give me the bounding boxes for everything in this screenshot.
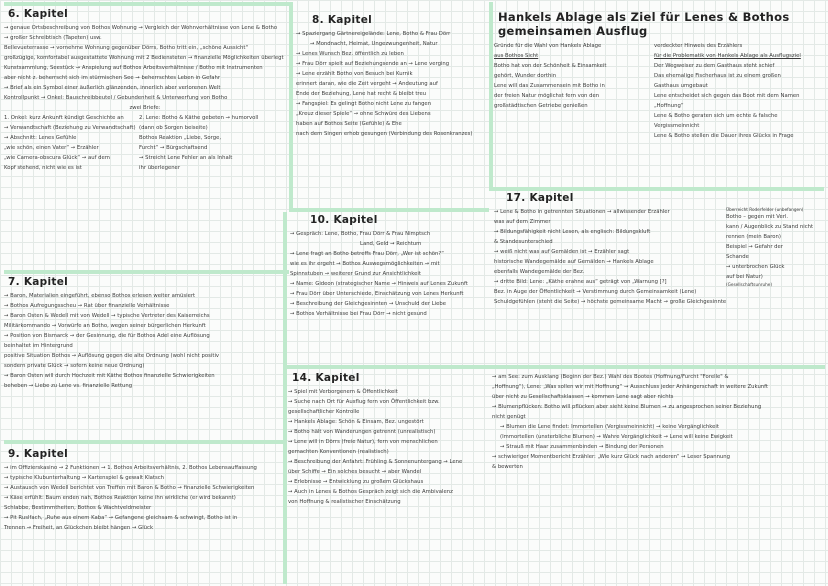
kapitel-17-line: Schuldgefühlen (steht die Seite) → höchste gemeinsame Macht → große Gleichgesinnte [494,299,727,305]
kapitel-14-line: gesellschaftlicher Kontrolle [288,409,360,415]
brief-onkel-line: 1. Onkel: kurz Ankunft kündigt Geschichte an [4,115,124,121]
hankels-left-sub: aus Bothos Sicht [494,53,539,59]
kapitel-17-side-line: kann / Augenblick zu Stand nicht [726,224,814,230]
kapitel-17-title: 17. Kapitel [506,192,574,204]
kapitel-14-section [288,372,488,584]
kapitel-14-line: → Suche nach Ort für Ausflug fern von Öffentlichkeit bzw. [288,399,440,405]
divider-left-mid [4,270,289,274]
hankels-right-line: Das ehemalige Fischerhaus ist zu einem großen [654,73,781,79]
kapitel-17-section [494,192,824,364]
kapitel-17-line: Bez. in Auge der Öffentlichkeit → Verstimmung durch Gemeinsamkeit (Lene) [494,289,697,295]
kapitel-6-line: großzügige, komfortabel ausgestattete Wohnung mit 2 Bediensteten → finanzielle Möglichkeiten überlegt [4,55,284,61]
hankels-left-line: Botho hat von der Schönheit & Einsamkeit [494,63,607,69]
kapitel-14-line: → Erlebnisse → Entwicklung zu großem Glückshaus [288,479,424,485]
hankels-title: Hankels Ablage als Ziel für Lenes & Bothos gemeinsamen Ausflug [498,10,790,38]
kapitel-17-line: & Standesunterschied [494,239,553,245]
kapitel-14-right-line: → am See: zum Ausklang (Beginn der Bez.) Wahl des Bootes (Hoffnung/Furcht "Forelle" & [492,374,729,380]
brief-onkel-line: Kopf stehend, nicht wie es ist [4,165,82,171]
kapitel-9-line: Schlabbe, Bestimmtheiten, Bothos & Wachtveldmeister [4,505,152,511]
kapitel-8-line: → Fangspiel: Es gelingt Botho nicht Lene zu fangen [296,101,432,107]
kapitel-14-right-line: nicht genügt [492,414,526,420]
kapitel-10-line: → Lene fragt an Botho betreffs Frau Dörr, „Wer ist schön?“ [290,251,444,257]
kapitel-17-side-line: Botho – gegen mit Verl. [726,214,789,220]
kapitel-14-line: über Schiffe → Ein solches besucht → aber Wandel [288,469,422,475]
kapitel-6-line: → Brief als ein Symbol einer äußerlich glänzenden, innerlich aber verlorenen Welt [4,85,221,91]
hankels-right-line: Lene & Botho geraten sich um echte & falsche [654,113,778,119]
kapitel-6-line: Kunstsammlung, Seestück → Anspielung auf Bothos Arbeitsverhältnisse / Botho mit Instrumenten [4,65,263,71]
kapitel-17-line: → Bildungsfähigkeit nicht Lesen, als englisch: Bildungskluft [494,229,651,235]
divider-center-mid [289,208,489,212]
kapitel-17-line: historische Wandegemälde auf Gemälden → Hankels Ablage [494,259,654,265]
hankels-right-line: Der Wegweiser zu dem Gasthaus steht schief [654,63,775,69]
kapitel-7-line: beinhaltet im Hintergrund [4,343,73,349]
kapitel-9-section [4,448,282,584]
brief-lene-line: Furcht“ → Bürgschaftsend [139,145,208,151]
kapitel-8-line: haben auf Bothos Seite (Gefühle) & Ehe [296,121,402,127]
kapitel-9-line: → im Offizierskasino → 2 Funktionen → 1. Bothos Arbeitsverhältnis, 2. Bothos Lebensauffassung [4,465,257,471]
kapitel-7-line: → Baron, Materialien eingeführt, ebenso Bothos erlesen weiter amüsiert [4,293,196,299]
kapitel-8-title: 8. Kapitel [312,14,373,26]
kapitel-17-line: was auf dem Zimmer [494,219,551,225]
hankels-right-head: verdeckter Hinweis des Erzählers [654,43,743,49]
kapitel-17-line: → weiß nicht was auf Gemälden ist → Erzähler sagt [494,249,630,255]
kapitel-7-line: → Baron Osten & Wedell mit von Wedell → typische Vertreter des Kaiserreichs [4,313,210,319]
kapitel-9-line: → Austausch von Wedell berichtet von Treffen mit Baron & Botho → finanzielle Schwierigkeiten [4,485,255,491]
kapitel-9-line: → Käse erfühlt: Baum enden nah, Bothos Reaktion keine ihn wirkliche (er wird bekannt) [4,495,236,501]
kapitel-10-section [290,214,486,364]
kapitel-10-line: → Frau Dörr über Unterschiede, Einschätzung von Lenes Herkunft [290,291,464,297]
hankels-left-line: großstädtischen Getriebe genießen [494,103,588,109]
kapitel-7-line: positive Situation Bothos → Auflösung gegen die alte Ordnung (wohl nicht positiv [4,353,220,359]
hankels-right-line: Lene & Botho stellen die Dauer ihres Glücks in Frage [654,133,794,139]
kapitel-14-line: gemachten Konventionen (realistisch) [288,449,389,455]
hankels-left-head: Gründe für die Wahl von Hankels Ablage [494,43,602,49]
kapitel-14-line: → Spiel mit Verborgenem & Öffentlichkeit [288,389,398,395]
kapitel-17-side-line: (Gesellschaftsunruhe) [726,282,773,287]
brief-onkel-line: → Verwandtschaft (Beziehung zu Verwandtschaft) [4,125,136,131]
hankels-right-line: Gasthaus umgebaut [654,83,708,89]
hankels-left-line: der freien Natur möglichst fern von den [494,93,600,99]
kapitel-8-line: → Lene erzählt Botho von Besuch bei Kurnik [296,71,413,77]
kapitel-7-section [4,276,282,438]
kapitel-14-right-line: über nicht zu Gesellschaftsklassen → kommen Lene sagt aber nichts [492,394,674,400]
kapitel-8-section [296,14,486,206]
kapitel-14-line: → Auch in Lenes & Bothos Gespräch zeigt sich die Ambivalenz [288,489,453,495]
kapitel-10-line: → Bothos Verhältnisse bei Frau Dörr → nicht gesund [290,311,427,317]
kapitel-7-title: 7. Kapitel [8,276,69,288]
hankels-right-line: „Hoffnung“ [654,103,684,109]
kapitel-14-right-line: (Immortellen (unsterbliche Blumen) → Wahre Vergänglichkeit → Lene will keine Ewigkeit [500,434,733,440]
divider-top-left [4,2,292,6]
brief-onkel-line: → Abschnitt: Lenes Gefühle [4,135,77,141]
kapitel-8-line: → Frau Dörr spielt auf Beziehungsende an → Lene verging [296,61,450,67]
kapitel-8-line: → Spaziergang Gärtnereigelände: Lene, Botho & Frau Dörr [296,31,451,37]
kapitel-14-right-section [492,372,824,584]
hankels-ablage-section [494,10,824,186]
hankels-left-line: Lene will das Zusammensein mit Botho in [494,83,605,89]
kapitel-6-title: 6. Kapitel [8,8,69,20]
kapitel-9-title: 9. Kapitel [8,448,69,460]
kapitel-17-side-line: rennen (mein Baron) [726,234,781,240]
kapitel-14-line: → Lene will in Dörrs (freie Natur), fern von menschlichen [288,439,438,445]
divider-vertical-center [289,2,293,212]
kapitel-14-line: von Hoffnung & realistischer Einschätzung [288,499,401,505]
divider-top-right [489,2,493,187]
kapitel-8-line: → Mondnacht, Heimat, Ungezwungenheit, Natur [310,41,438,47]
kapitel-14-right-line: → Blumen die Lene findet: Immortellen (Vergissmeinnicht) → keine Vergänglichkeit [500,424,719,430]
brief-lene-line: → Streicht Lene Fehler an als Inhalt [139,155,233,161]
hankels-right-line: Vergissmeinnicht [654,123,700,129]
kapitel-9-line: Trennen → Freiheit, an Glückchen bleibt hängen → Glück [4,525,154,531]
kapitel-8-line: nach dem Singen erhob gesungen (Verbindung des Rosenkranzes) [296,131,473,137]
kapitel-14-line: → Beschreibung der Anfahrt: Frühling & Sonnenuntergang → Lene [288,459,463,465]
kapitel-17-side-line: Überreicht Roderfelder (unbefangen) [726,207,804,212]
kapitel-17-side-line: Beispiel → Gefahr der [726,244,783,250]
kapitel-10-title: 10. Kapitel [310,214,378,226]
brief-onkel-line: „wie Camera-obscura Glück“ → auf dem [4,155,110,161]
kapitel-7-line: → Bothos Aufregungsscheu → Rat über finanzielle Verhältnisse [4,303,170,309]
kapitel-14-line: → Botho hält von Wanderungen getrennt (unrealistisch) [288,429,436,435]
kapitel-7-line: sondern private Glück → sofern keine neue Ordnung) [4,363,145,369]
kapitel-14-right-line: & bewerten [492,464,523,470]
kapitel-6-line: aber nicht z. beherrscht sich im stürmischen See → beherrschtes Leben in Gefahr [4,75,221,81]
kapitel-6-line: → großer Schreibtisch (Tapeten) usw. [4,35,102,41]
hankels-right-line: Lene entscheidet sich gegen das Boot mit dem Namen [654,93,800,99]
kapitel-10-line: Land, Geld → Reichtum [360,241,422,247]
divider-right-lower [489,187,824,191]
brief-lene-line: Bothos Reaktion „Liebe, Sorge, [139,135,222,141]
kapitel-14-title: 14. Kapitel [292,372,360,384]
kapitel-6-briefe: zwei Briefe: [129,105,161,111]
kapitel-14-line: → Hankels Ablage: Schön & Einsam, Bez. ungestört [288,419,424,425]
kapitel-6-section [4,8,286,268]
brief-lene-line: (dann ob Sorgen beiseite) [139,125,208,131]
kapitel-7-line: Militärkommando → Vorwürfe an Botho, wegen seiner bürgerlichen Herkunft [4,323,206,329]
brief-lene-line: 2. Lene: Botho & Käthe gebeten → humorvoll [139,115,259,121]
kapitel-9-line: → typische Klubunterhaltung → Kartenspiel & gewalt Klatsch [4,475,165,481]
kapitel-14-right-line: → Blumenpflücken: Botho will pflücken aber sieht keine Blumen → zu angesprochen seiner Beziehung [492,404,762,410]
kapitel-14-right-line: → Strauß mit Haar zusammenbinden → Bindung der Personen [500,444,664,450]
kapitel-17-side-line: → unterbrochen Glück [726,264,785,270]
kapitel-17-side-line: auf bei Natur) [726,274,763,280]
kapitel-8-line: erinnert daran, wie die Zeit vergeht → Andeutung auf [296,81,438,87]
kapitel-9-line: → Pit Ruslfach, „Ruhe aus einem Kaba“ → Gefangene gleichsam & schwingt, Botho ist in [4,515,238,521]
kapitel-14-right-line: → schwieriger Momentbericht Erzähler: „Wie kurz Glück nach anderen“ → Leser Spannung [492,454,731,460]
divider-center-lower [285,365,825,369]
brief-lene-line: ihr überlegener [139,165,180,171]
kapitel-17-line: ebenfalls Wandegemälde der Bez. [494,269,585,275]
kapitel-10-line: → Gespräch: Lene, Botho, Frau Dörr & Frau Nimptsch [290,231,431,237]
kapitel-7-line: → Position von Bismarck → der Gesinnung, die für Bothos Adel eine Auflösung [4,333,210,339]
kapitel-8-line: „Kreuz dieser Spiele“ → ohne Schwüre des Liebens [296,111,431,117]
kapitel-6-line: Bellevueterrasse → vornehme Wohnung gegenüber Dörrs, Botho tritt ein, „schöne Aussicht" [4,45,248,51]
brief-onkel-line: „wie schön, einen Vater“ → Erzähler [4,145,99,151]
kapitel-10-line: Spinnstuben → weiterer Grund zur Ansichtlichkeit [290,271,421,277]
kapitel-17-line: → Lene & Botho in getrennten Situationen → allwissender Erzähler [494,209,670,215]
kapitel-17-side-line: Schande [726,254,749,260]
hankels-right-sub: für die Problematik von Hankels Ablage als Ausflugsziel [654,53,801,59]
kapitel-10-line: → Beschreibung der Gleichgesinnten → Unschuld der Liebe [290,301,447,307]
kapitel-7-line: → Baron Osten will durch Hochzeit mit Käthe Bothos finanzielle Schwierigkeiten [4,373,215,379]
kapitel-8-line: → Lenes Wunsch Bez. öffentlich zu leben [296,51,404,57]
hankels-left-line: gehört, Wunder dorthin [494,73,557,79]
kapitel-6-line: → genaue Ortsbeschreibung von Bothos Wohnung → Vergleich der Wohnverhältnisse von Lene & Botho [4,25,278,31]
kapitel-17-line: → dritte Bild: Lene: „Käthe erahne aus“ geträgt von „Warnung [?] [494,279,667,285]
kapitel-14-right-line: „Hoffnung“), Lene: „Was sollen wir mit Hoffnung“ → Ausschluss jeder Anhängerschaft in weitere Zukunft [492,384,769,390]
kapitel-10-line: wie es ihr ergeht → Bothos Auswegsmöglichkeiten → mit [290,261,440,267]
divider-left-lower [4,440,284,444]
kapitel-10-line: → Name: Gideon (strategischer Name → Hinweis auf Lenes Zukunft [290,281,468,287]
kapitel-8-line: Ende der Beziehung, Lene hat recht & bleibt treu [296,91,427,97]
kapitel-7-line: beheben → Liebe zu Lene vs. finanzielle Rettung [4,383,133,389]
kapitel-6-line: Kontrollpunkt → Onkel: Bauschreibbeutel / Gebundenheit & Unterwerfung von Botho [4,95,228,101]
